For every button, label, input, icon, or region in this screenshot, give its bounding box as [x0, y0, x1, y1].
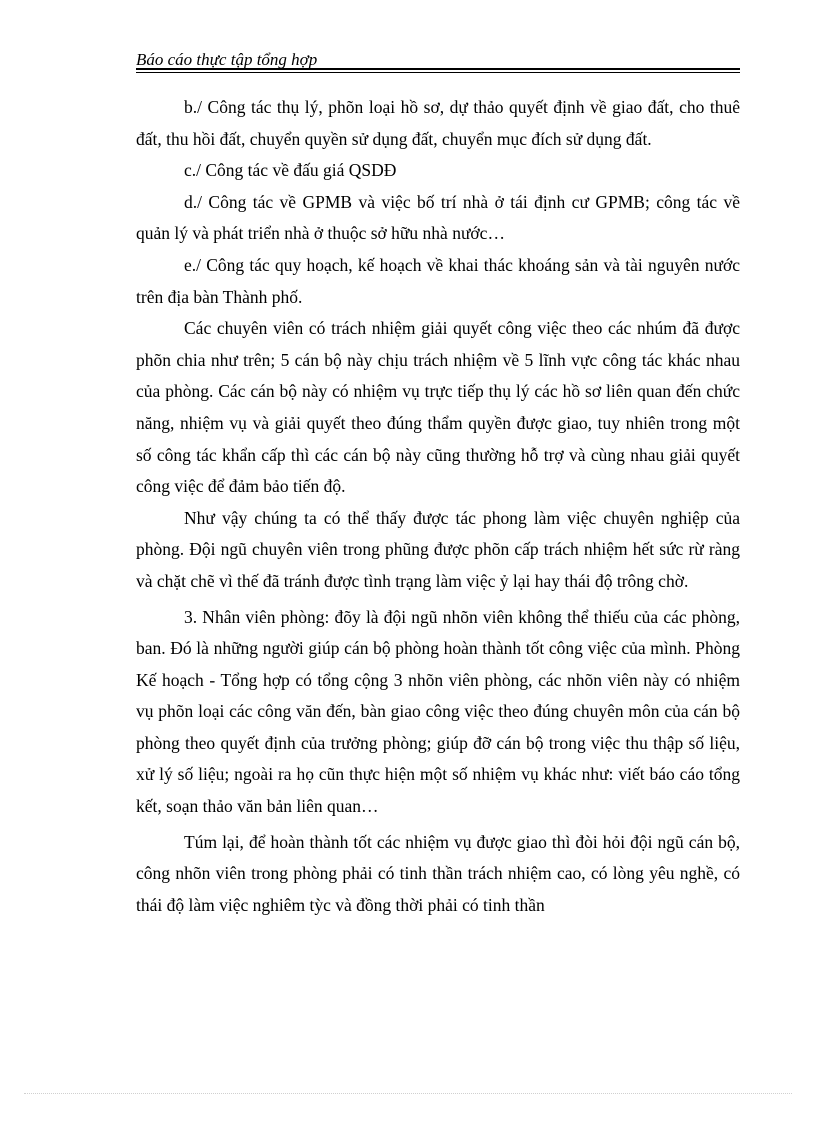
document-body: [136, 92, 740, 921]
paragraph-b: b./ Công tác thụ lý, phõn loại hồ sơ, dự thảo quyết định về giao đất, cho thuê đất, thu hồi đất, chuyển quyền sử dụng đất, chuyển mục đích sử dụng đất.: [136, 97, 740, 149]
page-header: [136, 48, 740, 72]
paragraph-e: e./ Công tác quy hoạch, kế hoạch về khai thác khoáng sản và tài nguyên nước trên địa bàn Thành phố.: [136, 254, 740, 307]
paragraph-summary: Túm lại, để hoàn thành tốt các nhiệm vụ được giao thì đòi hỏi đội ngũ cán bộ, công nhõn viên trong phòng phải có tinh thần trách nhiệm cao, có lòng yêu nghề, có thái độ làm việc nghiêm tỳc và đồng thời phải có tinh thần: [136, 831, 740, 915]
page-footer-rule: [24, 1093, 792, 1094]
header-title: Báo cáo thực tập tổng hợp: [136, 50, 318, 69]
header-rule-secondary: [136, 72, 740, 73]
header-rule: [136, 68, 740, 70]
paragraph-d: d./ Công tác về GPMB và việc bố trí nhà ở tái định cư GPMB; công tác về quản lý và phát triển nhà ở thuộc sở hữu nhà nước…: [136, 191, 740, 244]
paragraph-work-style: Như vậy chúng ta có thể thấy được tác phong làm việc chuyên nghiệp của phòng. Đội ngũ chuyên viên trong phũng được phõn cấp trách nhiệm hết sức rừ ràng và chặt chẽ vì thế đã tránh được tình trạng làm việc ỷ lại hay thái độ trông chờ.: [136, 507, 740, 591]
paragraph-specialists: Các chuyên viên có trách nhiệm giải quyết công việc theo các nhúm đã được phõn chia như trên; 5 cán bộ này chịu trách nhiệm về 5 lĩnh vực công tác khác nhau của phòng. Các cán bộ này có nhiệm vụ trực tiếp thụ lý các hồ sơ liên quan đến chức năng, nhiệm vụ và giải quyết theo đúng thẩm quyền được giao, tuy nhiên trong một số công tác khẩn cấp thì các cán bộ này cũng thường hỗ trợ và cùng nhau giải quyết công việc để đảm bảo tiến độ.: [136, 318, 740, 497]
paragraph-c: c./ Công tác về đấu giá QSDĐ: [184, 160, 397, 181]
paragraph-staff: 3. Nhân viên phòng: đõy là đội ngũ nhõn viên không thể thiếu của các phòng, ban. Đó là những người giúp cán bộ phòng hoàn thành tốt công việc của mình. Phòng Kế hoạch - Tổng hợp có tổng cộng 3 nhõn viên phòng, các nhõn viên này có nhiệm vụ phõn loại các công văn đến, bàn giao công việc theo đúng chuyên môn của cán bộ phòng theo quyết định của trưởng phòng; giúp đỡ cán bộ trong việc thu thập số liệu, xử lý số liệu; ngoài ra họ cũn thực hiện một số nhiệm vụ khác như: viết báo cáo tổng kết, soạn thảo văn bản liên quan…: [136, 606, 740, 817]
